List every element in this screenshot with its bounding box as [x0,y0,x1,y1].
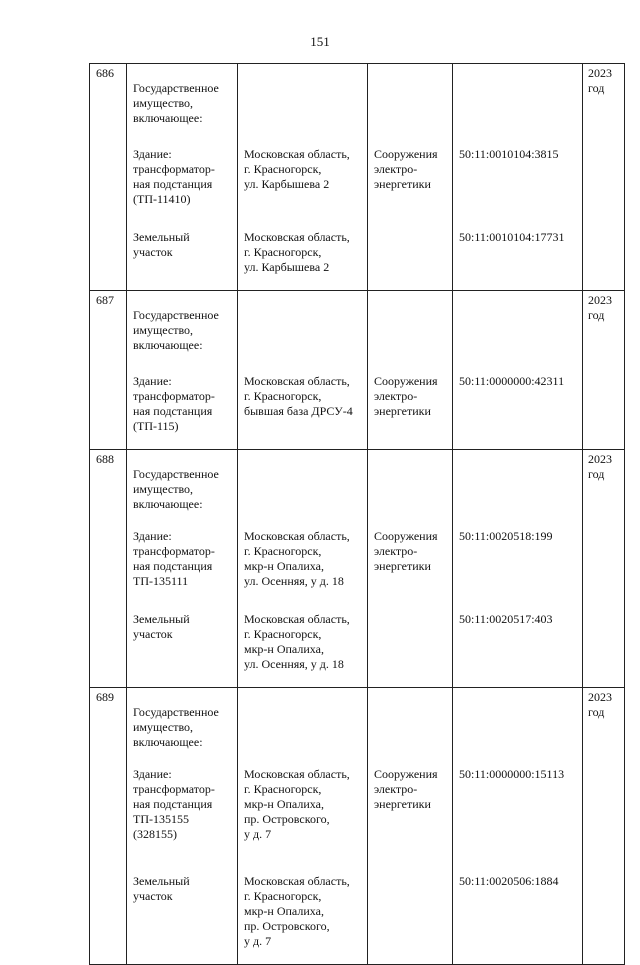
entry-number-cell [90,688,127,965]
item-address: Московская область, г. Красногорск, мкр-н Опалиха, ул. Осенняя, у д. 18 [244,529,350,588]
item-purpose: Сооружения электро- энергетики [374,147,438,191]
entry-number: 687 [96,293,114,307]
item-name: Здание: трансформатор- ная подстанция (ТП-11410) [133,147,215,206]
entry-year: 2023 год [588,293,612,322]
entry-number-cell [90,64,127,291]
entry-year: 2023 год [588,452,612,481]
table-row [90,688,625,965]
cadastral-cell [453,291,583,450]
table-row [90,291,625,450]
entry-number: 686 [96,66,114,80]
property-table [89,63,625,965]
purpose-cell [368,64,453,291]
item-address: Московская область, г. Красногорск, ул. Карбышева 2 [244,230,350,274]
year-cell [583,291,625,450]
item-name: Здание: трансформатор- ная подстанция ТП-135155 (328155) [133,767,215,841]
table-row [90,64,625,291]
item-cadastral: 50:11:0020517:403 [459,612,553,626]
item-name: Здание: трансформатор- ная подстанция ТП-135111 [133,529,215,588]
name-cell [127,64,238,291]
entry-year: 2023 год [588,66,612,95]
page-number: 151 [310,34,330,49]
year-cell [583,450,625,688]
entry-number: 688 [96,452,114,466]
entry-number: 689 [96,690,114,704]
entry-header: Государственное имущество, включающее: [133,467,219,511]
item-cadastral: 50:11:0020518:199 [459,529,553,543]
table-row [90,450,625,688]
address-cell [238,450,368,688]
item-cadastral: 50:11:0020506:1884 [459,874,559,888]
cadastral-cell [453,64,583,291]
item-cadastral: 50:11:0010104:3815 [459,147,559,161]
entry-year: 2023 год [588,690,612,719]
name-cell [127,688,238,965]
entry-number-cell [90,291,127,450]
item-address: Московская область, г. Красногорск, мкр-н Опалиха, пр. Островского, у д. 7 [244,767,350,841]
item-cadastral: 50:11:0010104:17731 [459,230,565,244]
item-name: Земельный участок [133,230,190,259]
item-name: Здание: трансформатор- ная подстанция (ТП-115) [133,374,215,433]
item-address: Московская область, г. Красногорск, ул. Карбышева 2 [244,147,350,191]
item-name: Земельный участок [133,612,190,641]
item-address: Московская область, г. Красногорск, мкр-н Опалиха, пр. Островского, у д. 7 [244,874,350,948]
item-purpose: Сооружения электро- энергетики [374,374,438,418]
name-cell [127,450,238,688]
item-purpose: Сооружения электро- энергетики [374,767,438,811]
item-cadastral: 50:11:0000000:42311 [459,374,565,388]
item-address: Московская область, г. Красногорск, мкр-н Опалиха, ул. Осенняя, у д. 18 [244,612,350,671]
year-cell [583,64,625,291]
entry-header: Государственное имущество, включающее: [133,308,219,352]
address-cell [238,688,368,965]
purpose-cell [368,450,453,688]
entry-header: Государственное имущество, включающее: [133,705,219,749]
address-cell [238,64,368,291]
purpose-cell [368,688,453,965]
entry-number-cell [90,450,127,688]
year-cell [583,688,625,965]
entry-header: Государственное имущество, включающее: [133,81,219,125]
item-name: Земельный участок [133,874,190,903]
item-address: Московская область, г. Красногорск, бывшая база ДРСУ-4 [244,374,353,418]
cadastral-cell [453,450,583,688]
cadastral-cell [453,688,583,965]
purpose-cell [368,291,453,450]
name-cell [127,291,238,450]
item-cadastral: 50:11:0000000:15113 [459,767,565,781]
address-cell [238,291,368,450]
item-purpose: Сооружения электро- энергетики [374,529,438,573]
